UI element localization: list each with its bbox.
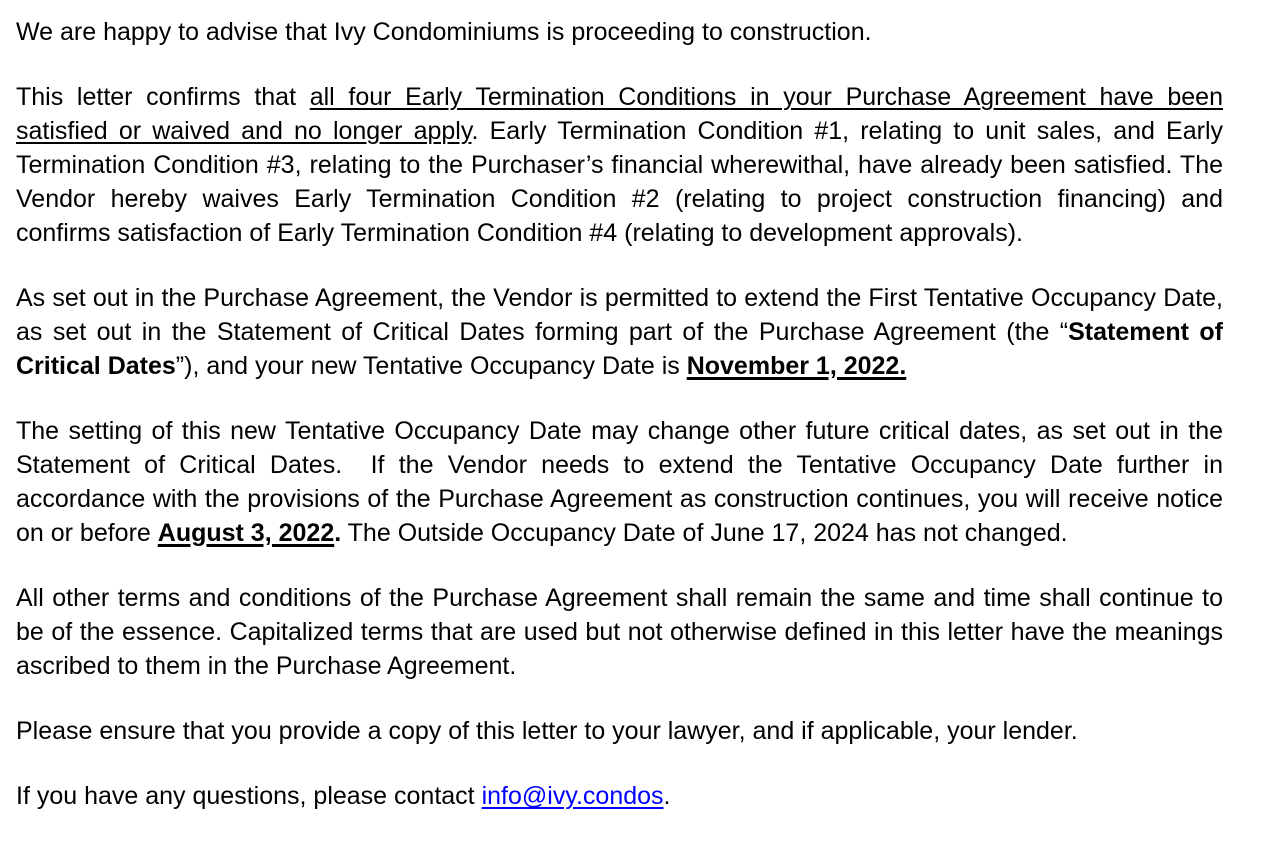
- text-run: We are happy to advise that Ivy Condominiums is proceeding to construction.: [16, 18, 872, 46]
- text-run: all four Early Termination Conditions in your Purchase Agreement have been satisfied or waived and no longer apply: [16, 83, 1223, 145]
- text-run: .: [663, 782, 671, 810]
- email-link[interactable]: info@ivy.condos: [481, 782, 664, 810]
- paragraph-new-occupancy-date: [16, 281, 1223, 383]
- paragraph-intro: [16, 15, 1223, 49]
- text-run: If you have any questions, please contact: [16, 782, 482, 810]
- text-run: Statement of Critical Dates: [16, 318, 1223, 380]
- text-run: This letter confirms that: [16, 83, 310, 111]
- text-run: November 1, 2022.: [686, 352, 907, 380]
- text-run: . Early Termination Condition #1, relating to unit sales, and Early Termination Condition #3, relating to the Purchaser’s financial wherewithal, have already been satisfied. The Vendor hereby waives Early Termination Condition #2 (relating to project construction financing) and confirms satisfaction of Early Termination Condition #4 (relating to development approvals).: [16, 117, 1223, 247]
- text-run: ”), and your new Tentative Occupancy Date is: [175, 352, 687, 380]
- paragraph-other-terms: [16, 581, 1223, 683]
- text-run: Please ensure that you provide a copy of this letter to your lawyer, and if applicable, your lender.: [16, 717, 1078, 745]
- text-run: All other terms and conditions of the Purchase Agreement shall remain the same and time shall continue to be of the essence. Capitalized terms that are used but not otherwise defined in this letter have the meanings ascribed to them in the Purchase Agreement.: [16, 584, 1223, 680]
- text-run: The Outside Occupancy Date of June 17, 2024 has not changed.: [341, 519, 1068, 547]
- text-run: August 3, 2022: [157, 519, 335, 547]
- paragraph-early-termination-conditions: [16, 80, 1223, 250]
- text-run: As set out in the Purchase Agreement, the Vendor is permitted to extend the First Tentative Occupancy Date, as set out in the Statement of Critical Dates forming part of the Purchase Agreement (the “: [16, 284, 1223, 346]
- paragraph-future-critical-dates: [16, 414, 1223, 550]
- text-run: .: [334, 519, 342, 547]
- text-run: The setting of this new Tentative Occupancy Date may change other future critical dates, as set out in the Statement of Critical Dates. If the Vendor needs to extend the Tentative Occupancy Date further in accordance with the provisions of the Purchase Agreement as construction continues, you will receive notice on or before: [16, 417, 1223, 547]
- paragraph-contact: [16, 779, 1223, 813]
- paragraph-copy-to-lawyer: [16, 714, 1223, 748]
